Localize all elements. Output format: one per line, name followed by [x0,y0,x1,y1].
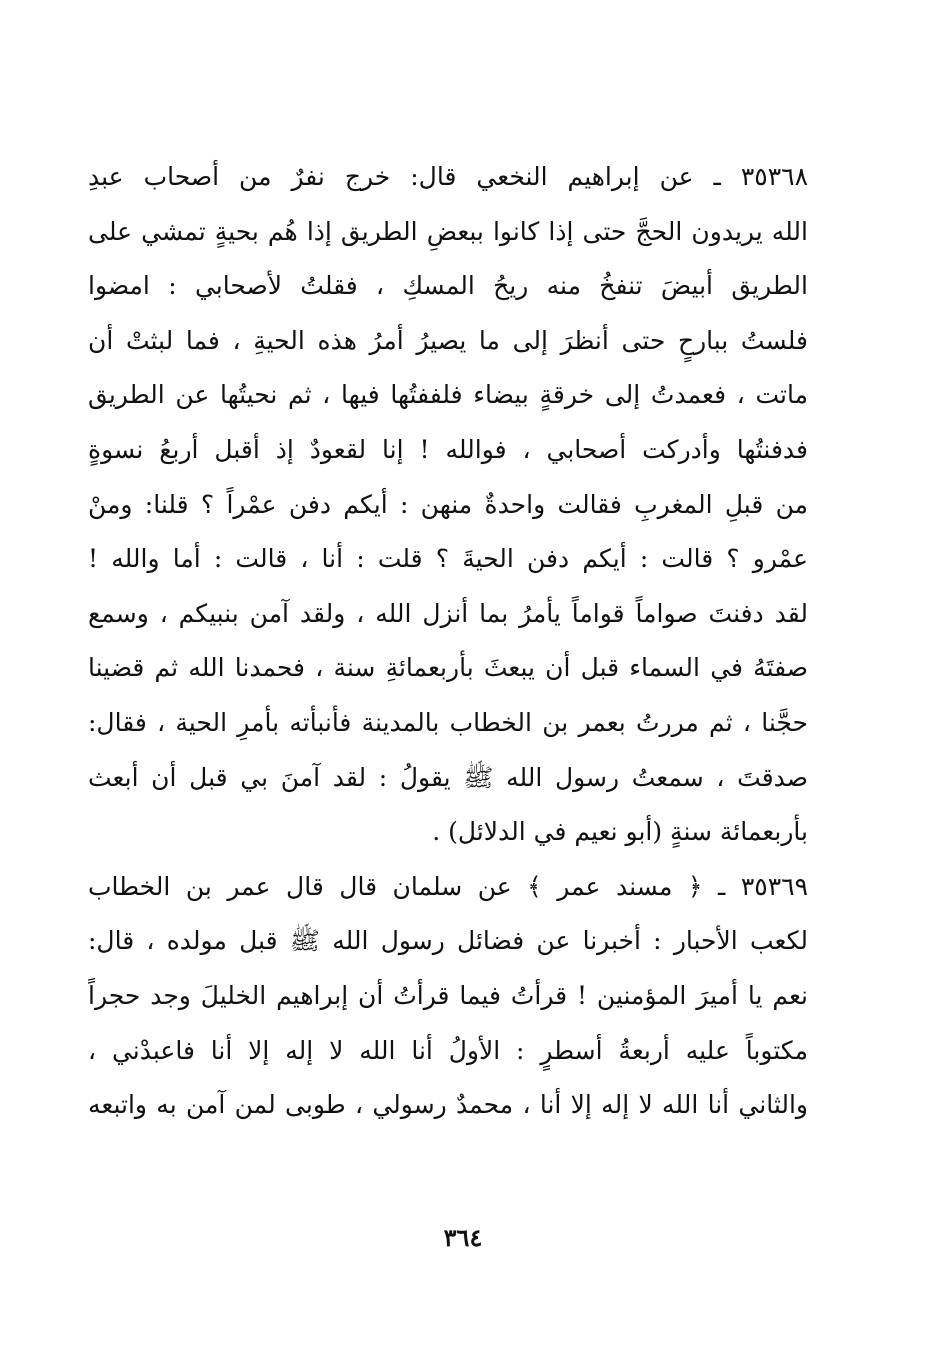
text-line: فدفنتُها وأدركت أصحابي ، فوالله ! إنا لقعودٌ إذ أقبل أربعُ نسوةٍ [88,434,808,464]
page-number: ٣٦٤ [443,1223,483,1252]
text-line: مكتوباً عليه أربعةُ أسطرٍ : الأولُ أنا الله لا إله إلا أنا فاعبدْني ، [88,1035,808,1065]
page-body [88,150,808,1133]
text-line: لكعب الأحبار : أخبرنا عن فضائل رسول الله ﷺ قبل مولده ، قال: [88,926,808,956]
text-line: والثاني أنا الله لا إله إلا أنا ، محمدٌ رسولي ، طوبى لمن آمن به واتبعه [88,1090,808,1120]
text-line: من قبلِ المغربِ فقالت واحدةٌ منهن : أيكم دفن عمْراً ؟ قلنا: ومنْ [88,489,808,519]
text-line: لقد دفنتَ صواماً قواماً يأمرُ بما أنزل الله ، ولقد آمن بنبيكم ، وسمع [88,598,808,628]
text-line: عمْرو ؟ قالت : أيكم دفن الحيةَ ؟ قلت : أنا ، قالت : أما والله ! [88,544,808,574]
text-line: نعم يا أميرَ المؤمنين ! قرأتُ فيما قرأتُ أن إبراهيم الخليلَ وجد حجراً [88,980,808,1010]
text-line: حجَّنا ، ثم مررتُ بعمر بن الخطاب بالمدينة فأنبأته بأمرِ الحية ، فقال: [88,707,808,737]
text-line: ماتت ، فعمدتُ إلى خرقةٍ بيضاء فلففتُها فيها ، ثم نحيتُها عن الطريق [88,380,808,410]
text-line: الله يريدون الحجَّ حتى إذا كانوا ببعضِ الطريق إذا هُم بحيةٍ تمشي على [88,216,808,246]
text-line: صدقتَ ، سمعتُ رسول الله ﷺ يقولُ : لقد آمنَ بي قبل أن أبعث [88,762,808,792]
text-line: فلستُ ببارحٍ حتى أنظرَ إلى ما يصيرُ أمرُ هذه الحيةِ ، فما لبثتْ أن [88,325,808,355]
text-line: ٣٥٣٦٨ ـ عن إبراهيم النخعي قال: خرج نفرٌ من أصحاب عبدِ [88,162,808,191]
text-line: الطريق أبيضَ تنفخُ منه ريحُ المسكِ ، فقلتُ لأصحابي : امضوا [88,271,808,301]
text-line: ٣٥٣٦٩ ـ ﴿ مسند عمر ﴾ عن سلمان قال قال عمر بن الخطاب [88,871,808,901]
text-line: بأربعمائة سنةٍ (أبو نعيم في الدلائل) . [432,817,808,847]
text-line: صفتَهُ في السماء قبل أن يبعثَ بأربعمائةِ سنة ، فحمدنا الله ثم قضينا [88,653,808,683]
